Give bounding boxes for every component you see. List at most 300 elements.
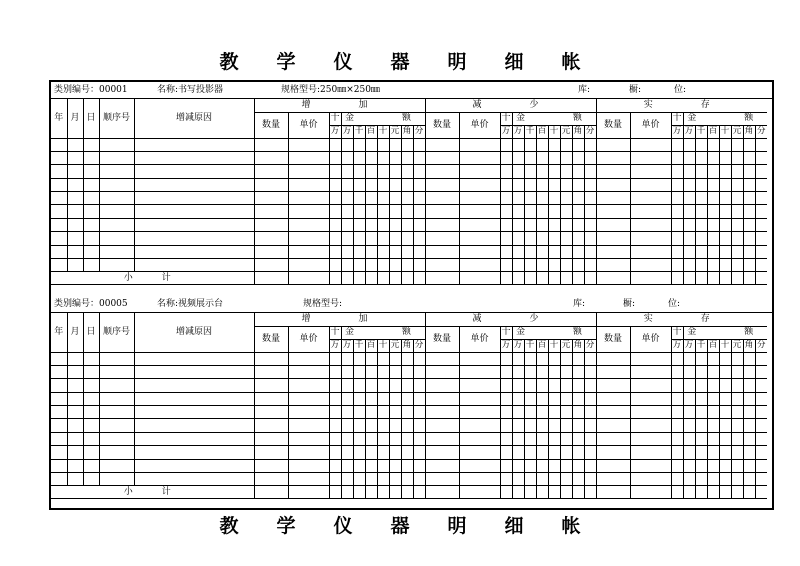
table-cell[interactable] — [377, 392, 389, 405]
table-cell[interactable] — [67, 432, 83, 445]
table-cell[interactable] — [731, 432, 743, 445]
table-cell[interactable] — [500, 138, 512, 151]
table-cell[interactable] — [83, 151, 99, 164]
table-cell[interactable] — [584, 459, 596, 472]
table-cell[interactable] — [731, 352, 743, 365]
table-cell[interactable] — [500, 365, 512, 378]
table-cell[interactable] — [365, 459, 377, 472]
table-cell[interactable] — [536, 392, 548, 405]
table-cell[interactable] — [755, 365, 767, 378]
table-cell[interactable] — [341, 446, 353, 459]
table-cell[interactable] — [683, 419, 695, 432]
table-cell[interactable] — [329, 352, 341, 365]
table-cell[interactable] — [707, 365, 719, 378]
table-cell[interactable] — [560, 245, 572, 258]
table-cell[interactable] — [459, 138, 500, 151]
subtotal-cell[interactable] — [254, 486, 288, 499]
table-cell[interactable] — [560, 218, 572, 231]
table-cell[interactable] — [99, 365, 134, 378]
table-cell[interactable] — [288, 459, 329, 472]
subtotal-cell[interactable] — [365, 272, 377, 285]
subtotal-cell[interactable] — [353, 272, 365, 285]
table-cell[interactable] — [536, 352, 548, 365]
table-cell[interactable] — [548, 419, 560, 432]
table-cell[interactable] — [695, 365, 707, 378]
table-cell[interactable] — [707, 165, 719, 178]
table-cell[interactable] — [695, 432, 707, 445]
table-cell[interactable] — [341, 232, 353, 245]
table-cell[interactable] — [83, 178, 99, 191]
table-cell[interactable] — [572, 473, 584, 486]
table-cell[interactable] — [707, 459, 719, 472]
table-cell[interactable] — [389, 218, 401, 231]
table-cell[interactable] — [512, 446, 524, 459]
table-cell[interactable] — [425, 178, 459, 191]
table-cell[interactable] — [341, 352, 353, 365]
table-cell[interactable] — [254, 392, 288, 405]
table-cell[interactable] — [365, 218, 377, 231]
table-cell[interactable] — [401, 419, 413, 432]
table-cell[interactable] — [743, 379, 755, 392]
table-cell[interactable] — [83, 218, 99, 231]
table-cell[interactable] — [572, 192, 584, 205]
table-cell[interactable] — [536, 218, 548, 231]
table-cell[interactable] — [51, 138, 67, 151]
table-cell[interactable] — [83, 379, 99, 392]
subtotal-cell[interactable] — [707, 272, 719, 285]
table-cell[interactable] — [329, 459, 341, 472]
table-cell[interactable] — [425, 218, 459, 231]
table-cell[interactable] — [731, 446, 743, 459]
table-cell[interactable] — [99, 178, 134, 191]
table-cell[interactable] — [134, 245, 254, 258]
table-cell[interactable] — [512, 365, 524, 378]
subtotal-cell[interactable] — [341, 272, 353, 285]
table-cell[interactable] — [524, 192, 536, 205]
subtotal-cell[interactable] — [671, 272, 683, 285]
table-cell[interactable] — [695, 192, 707, 205]
subtotal-cell[interactable] — [329, 272, 341, 285]
table-cell[interactable] — [548, 178, 560, 191]
table-cell[interactable] — [695, 165, 707, 178]
table-cell[interactable] — [755, 245, 767, 258]
table-cell[interactable] — [695, 352, 707, 365]
table-cell[interactable] — [377, 459, 389, 472]
table-cell[interactable] — [731, 245, 743, 258]
table-cell[interactable] — [500, 205, 512, 218]
table-cell[interactable] — [500, 165, 512, 178]
table-cell[interactable] — [630, 432, 671, 445]
subtotal-cell[interactable] — [401, 486, 413, 499]
table-cell[interactable] — [596, 192, 630, 205]
table-cell[interactable] — [500, 151, 512, 164]
table-cell[interactable] — [413, 392, 425, 405]
table-cell[interactable] — [671, 151, 683, 164]
table-cell[interactable] — [353, 232, 365, 245]
table-cell[interactable] — [413, 218, 425, 231]
table-cell[interactable] — [755, 459, 767, 472]
table-cell[interactable] — [512, 178, 524, 191]
table-cell[interactable] — [83, 432, 99, 445]
table-cell[interactable] — [134, 379, 254, 392]
table-cell[interactable] — [329, 232, 341, 245]
table-cell[interactable] — [731, 379, 743, 392]
table-cell[interactable] — [755, 473, 767, 486]
table-cell[interactable] — [596, 459, 630, 472]
table-cell[interactable] — [83, 352, 99, 365]
table-cell[interactable] — [288, 406, 329, 419]
table-cell[interactable] — [83, 245, 99, 258]
table-cell[interactable] — [83, 205, 99, 218]
table-cell[interactable] — [548, 352, 560, 365]
table-cell[interactable] — [524, 138, 536, 151]
table-cell[interactable] — [377, 473, 389, 486]
table-cell[interactable] — [512, 218, 524, 231]
table-cell[interactable] — [425, 352, 459, 365]
table-cell[interactable] — [536, 459, 548, 472]
table-cell[interactable] — [707, 178, 719, 191]
table-cell[interactable] — [134, 473, 254, 486]
table-cell[interactable] — [425, 259, 459, 272]
table-cell[interactable] — [500, 192, 512, 205]
table-cell[interactable] — [389, 459, 401, 472]
subtotal-cell[interactable] — [524, 486, 536, 499]
table-cell[interactable] — [51, 205, 67, 218]
table-cell[interactable] — [459, 352, 500, 365]
table-cell[interactable] — [548, 245, 560, 258]
table-cell[interactable] — [67, 259, 83, 272]
table-cell[interactable] — [401, 151, 413, 164]
table-cell[interactable] — [67, 232, 83, 245]
table-cell[interactable] — [377, 379, 389, 392]
table-cell[interactable] — [353, 379, 365, 392]
table-cell[interactable] — [572, 178, 584, 191]
table-cell[interactable] — [596, 406, 630, 419]
table-cell[interactable] — [707, 406, 719, 419]
table-cell[interactable] — [288, 232, 329, 245]
table-cell[interactable] — [341, 432, 353, 445]
table-cell[interactable] — [365, 232, 377, 245]
table-cell[interactable] — [719, 178, 731, 191]
table-cell[interactable] — [683, 205, 695, 218]
table-cell[interactable] — [500, 218, 512, 231]
table-cell[interactable] — [695, 245, 707, 258]
table-cell[interactable] — [572, 232, 584, 245]
table-cell[interactable] — [329, 419, 341, 432]
table-cell[interactable] — [67, 178, 83, 191]
table-cell[interactable] — [389, 419, 401, 432]
table-cell[interactable] — [755, 406, 767, 419]
table-cell[interactable] — [459, 432, 500, 445]
table-cell[interactable] — [377, 259, 389, 272]
table-cell[interactable] — [365, 392, 377, 405]
table-cell[interactable] — [353, 178, 365, 191]
table-cell[interactable] — [584, 245, 596, 258]
table-cell[interactable] — [254, 446, 288, 459]
table-cell[interactable] — [377, 138, 389, 151]
table-cell[interactable] — [134, 232, 254, 245]
table-cell[interactable] — [755, 205, 767, 218]
subtotal-cell[interactable] — [329, 486, 341, 499]
table-cell[interactable] — [596, 178, 630, 191]
table-cell[interactable] — [755, 379, 767, 392]
table-cell[interactable] — [413, 205, 425, 218]
subtotal-cell[interactable] — [630, 272, 671, 285]
table-cell[interactable] — [695, 138, 707, 151]
table-cell[interactable] — [377, 218, 389, 231]
table-cell[interactable] — [459, 165, 500, 178]
table-cell[interactable] — [413, 352, 425, 365]
table-cell[interactable] — [401, 218, 413, 231]
table-cell[interactable] — [341, 192, 353, 205]
table-cell[interactable] — [695, 392, 707, 405]
table-cell[interactable] — [755, 151, 767, 164]
table-cell[interactable] — [401, 192, 413, 205]
table-cell[interactable] — [389, 232, 401, 245]
table-cell[interactable] — [377, 352, 389, 365]
table-cell[interactable] — [51, 473, 67, 486]
table-cell[interactable] — [524, 151, 536, 164]
table-cell[interactable] — [707, 432, 719, 445]
table-cell[interactable] — [596, 138, 630, 151]
table-cell[interactable] — [83, 232, 99, 245]
table-cell[interactable] — [683, 138, 695, 151]
subtotal-cell[interactable] — [572, 486, 584, 499]
table-cell[interactable] — [695, 232, 707, 245]
subtotal-cell[interactable] — [365, 486, 377, 499]
table-cell[interactable] — [671, 392, 683, 405]
table-cell[interactable] — [425, 419, 459, 432]
table-cell[interactable] — [548, 151, 560, 164]
table-cell[interactable] — [548, 446, 560, 459]
table-cell[interactable] — [671, 432, 683, 445]
table-cell[interactable] — [584, 392, 596, 405]
subtotal-cell[interactable] — [630, 486, 671, 499]
table-cell[interactable] — [459, 392, 500, 405]
table-cell[interactable] — [254, 178, 288, 191]
table-cell[interactable] — [719, 218, 731, 231]
table-cell[interactable] — [560, 192, 572, 205]
table-cell[interactable] — [459, 259, 500, 272]
table-cell[interactable] — [329, 432, 341, 445]
table-cell[interactable] — [536, 432, 548, 445]
table-cell[interactable] — [51, 151, 67, 164]
table-cell[interactable] — [413, 245, 425, 258]
table-cell[interactable] — [288, 165, 329, 178]
table-cell[interactable] — [377, 446, 389, 459]
table-cell[interactable] — [134, 446, 254, 459]
table-cell[interactable] — [425, 379, 459, 392]
table-cell[interactable] — [719, 192, 731, 205]
table-cell[interactable] — [134, 406, 254, 419]
table-cell[interactable] — [134, 259, 254, 272]
table-cell[interactable] — [572, 379, 584, 392]
table-cell[interactable] — [584, 473, 596, 486]
table-cell[interactable] — [254, 473, 288, 486]
table-cell[interactable] — [401, 178, 413, 191]
table-cell[interactable] — [524, 218, 536, 231]
table-cell[interactable] — [254, 432, 288, 445]
table-cell[interactable] — [425, 392, 459, 405]
table-cell[interactable] — [596, 232, 630, 245]
table-cell[interactable] — [671, 218, 683, 231]
subtotal-cell[interactable] — [459, 272, 500, 285]
table-cell[interactable] — [365, 406, 377, 419]
subtotal-cell[interactable] — [548, 486, 560, 499]
table-cell[interactable] — [755, 259, 767, 272]
table-cell[interactable] — [288, 205, 329, 218]
subtotal-cell[interactable] — [719, 486, 731, 499]
table-cell[interactable] — [500, 419, 512, 432]
table-cell[interactable] — [99, 379, 134, 392]
table-cell[interactable] — [731, 419, 743, 432]
table-cell[interactable] — [83, 419, 99, 432]
table-cell[interactable] — [459, 459, 500, 472]
table-cell[interactable] — [630, 138, 671, 151]
table-cell[interactable] — [134, 192, 254, 205]
table-cell[interactable] — [695, 473, 707, 486]
table-cell[interactable] — [389, 245, 401, 258]
subtotal-cell[interactable] — [288, 486, 329, 499]
table-cell[interactable] — [548, 432, 560, 445]
table-cell[interactable] — [630, 352, 671, 365]
subtotal-cell[interactable] — [500, 486, 512, 499]
table-cell[interactable] — [524, 178, 536, 191]
table-cell[interactable] — [743, 473, 755, 486]
table-cell[interactable] — [560, 406, 572, 419]
table-cell[interactable] — [389, 352, 401, 365]
table-cell[interactable] — [288, 365, 329, 378]
table-cell[interactable] — [524, 365, 536, 378]
table-cell[interactable] — [389, 473, 401, 486]
table-cell[interactable] — [365, 138, 377, 151]
table-cell[interactable] — [707, 192, 719, 205]
table-cell[interactable] — [99, 473, 134, 486]
table-cell[interactable] — [67, 365, 83, 378]
table-cell[interactable] — [425, 473, 459, 486]
table-cell[interactable] — [83, 406, 99, 419]
table-cell[interactable] — [425, 406, 459, 419]
table-cell[interactable] — [401, 365, 413, 378]
table-cell[interactable] — [596, 151, 630, 164]
table-cell[interactable] — [536, 192, 548, 205]
table-cell[interactable] — [67, 138, 83, 151]
table-cell[interactable] — [365, 259, 377, 272]
table-cell[interactable] — [596, 432, 630, 445]
table-cell[interactable] — [536, 151, 548, 164]
table-cell[interactable] — [524, 245, 536, 258]
table-cell[interactable] — [719, 232, 731, 245]
table-cell[interactable] — [377, 232, 389, 245]
table-cell[interactable] — [425, 432, 459, 445]
table-cell[interactable] — [377, 165, 389, 178]
table-cell[interactable] — [755, 446, 767, 459]
table-cell[interactable] — [755, 192, 767, 205]
table-cell[interactable] — [572, 432, 584, 445]
table-cell[interactable] — [671, 232, 683, 245]
table-cell[interactable] — [329, 245, 341, 258]
table-cell[interactable] — [572, 218, 584, 231]
table-cell[interactable] — [365, 192, 377, 205]
table-cell[interactable] — [51, 218, 67, 231]
table-cell[interactable] — [459, 205, 500, 218]
table-cell[interactable] — [536, 446, 548, 459]
table-cell[interactable] — [254, 192, 288, 205]
table-cell[interactable] — [459, 419, 500, 432]
table-cell[interactable] — [51, 352, 67, 365]
table-cell[interactable] — [51, 406, 67, 419]
table-cell[interactable] — [584, 151, 596, 164]
table-cell[interactable] — [731, 178, 743, 191]
table-cell[interactable] — [459, 406, 500, 419]
table-cell[interactable] — [401, 259, 413, 272]
subtotal-cell[interactable] — [548, 272, 560, 285]
table-cell[interactable] — [536, 473, 548, 486]
table-cell[interactable] — [596, 245, 630, 258]
table-cell[interactable] — [512, 165, 524, 178]
table-cell[interactable] — [560, 459, 572, 472]
table-cell[interactable] — [630, 205, 671, 218]
table-cell[interactable] — [683, 165, 695, 178]
table-cell[interactable] — [719, 406, 731, 419]
table-cell[interactable] — [743, 232, 755, 245]
table-cell[interactable] — [99, 259, 134, 272]
table-cell[interactable] — [671, 473, 683, 486]
table-cell[interactable] — [630, 419, 671, 432]
table-cell[interactable] — [548, 205, 560, 218]
table-cell[interactable] — [413, 365, 425, 378]
table-cell[interactable] — [743, 419, 755, 432]
table-cell[interactable] — [353, 245, 365, 258]
table-cell[interactable] — [254, 406, 288, 419]
table-cell[interactable] — [630, 165, 671, 178]
table-cell[interactable] — [67, 192, 83, 205]
subtotal-cell[interactable] — [731, 486, 743, 499]
table-cell[interactable] — [572, 151, 584, 164]
subtotal-cell[interactable] — [512, 272, 524, 285]
table-cell[interactable] — [500, 473, 512, 486]
table-cell[interactable] — [254, 165, 288, 178]
table-cell[interactable] — [584, 419, 596, 432]
table-cell[interactable] — [341, 459, 353, 472]
table-cell[interactable] — [731, 392, 743, 405]
subtotal-cell[interactable] — [731, 272, 743, 285]
table-cell[interactable] — [134, 165, 254, 178]
subtotal-cell[interactable] — [524, 272, 536, 285]
table-cell[interactable] — [671, 259, 683, 272]
table-cell[interactable] — [288, 379, 329, 392]
table-cell[interactable] — [719, 165, 731, 178]
table-cell[interactable] — [755, 432, 767, 445]
table-cell[interactable] — [560, 205, 572, 218]
table-cell[interactable] — [512, 432, 524, 445]
table-cell[interactable] — [329, 138, 341, 151]
table-cell[interactable] — [548, 365, 560, 378]
table-cell[interactable] — [572, 165, 584, 178]
table-cell[interactable] — [288, 138, 329, 151]
table-cell[interactable] — [500, 446, 512, 459]
table-cell[interactable] — [254, 379, 288, 392]
subtotal-cell[interactable] — [401, 272, 413, 285]
table-cell[interactable] — [630, 192, 671, 205]
subtotal-cell[interactable] — [459, 486, 500, 499]
table-cell[interactable] — [671, 205, 683, 218]
table-cell[interactable] — [731, 406, 743, 419]
table-cell[interactable] — [560, 259, 572, 272]
table-cell[interactable] — [584, 192, 596, 205]
table-cell[interactable] — [671, 459, 683, 472]
table-cell[interactable] — [683, 352, 695, 365]
